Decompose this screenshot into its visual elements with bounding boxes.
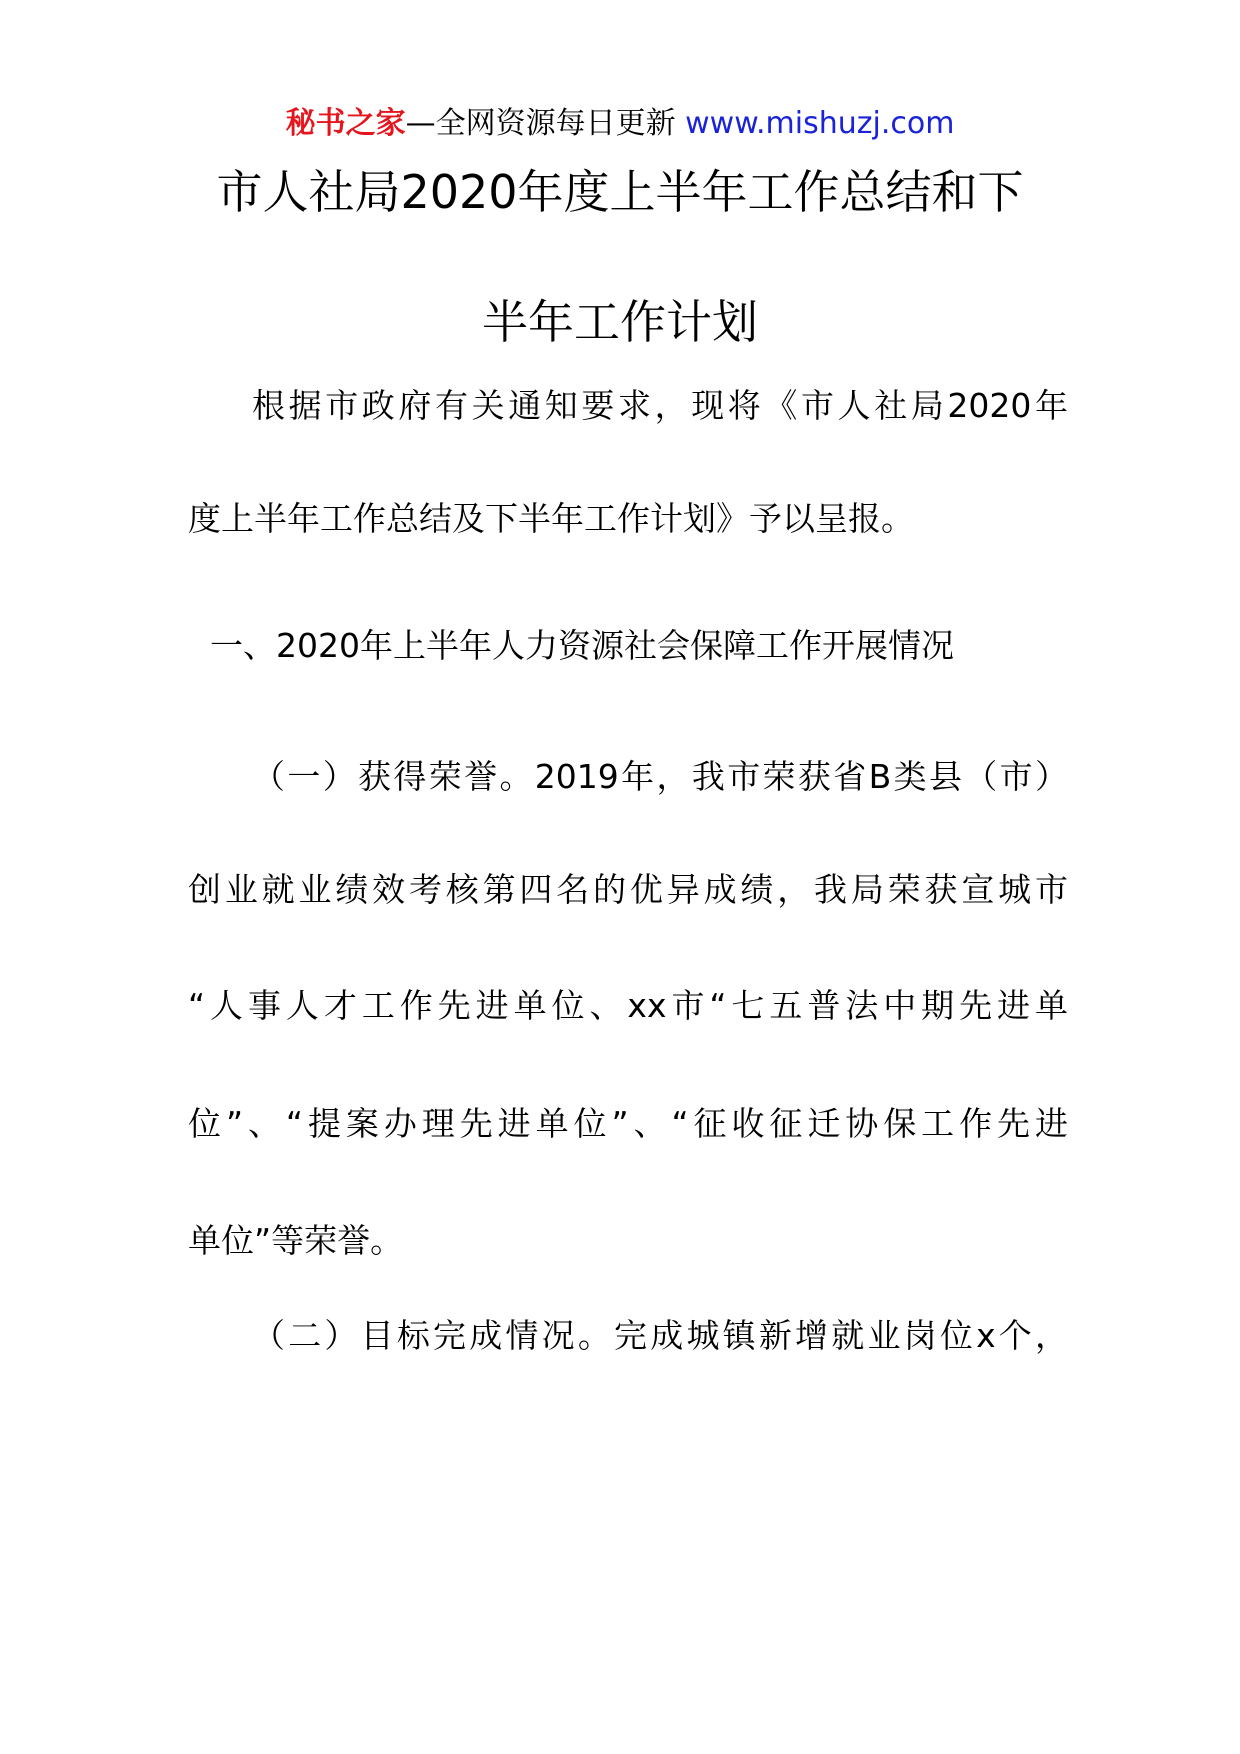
header-tagline: —全网资源每日更新 — [405, 106, 686, 141]
paragraph-line: 度上半年工作总结及下半年工作计划》予以呈报。 — [188, 499, 914, 538]
paragraph-line: “人事人才工作先进单位、xx市“七五普法中期先进单 — [188, 986, 1068, 1025]
site-header — [0, 104, 1240, 144]
paragraph-line: （二）目标完成情况。完成城镇新增就业岗位x个， — [252, 1316, 1068, 1355]
document-title-line-1: 市人社局2020年度上半年工作总结和下 — [216, 165, 1024, 219]
paragraph-line: 单位”等荣誉。 — [188, 1221, 404, 1260]
paragraph-line: 创业就业绩效考核第四名的优异成绩，我局荣获宣城市 — [188, 870, 1068, 909]
brand-name: 秘书之家 — [285, 106, 406, 141]
section-heading: 一、2020年上半年人力资源社会保障工作开展情况 — [210, 626, 954, 665]
paragraph-line: 根据市政府有关通知要求，现将《市人社局2020年 — [252, 386, 1068, 425]
site-url-link[interactable]: www.mishuzj.com — [685, 106, 955, 141]
paragraph-line: 位”、“提案办理先进单位”、“征收征迁协保工作先进 — [188, 1104, 1068, 1143]
paragraph-line: （一）获得荣誉。2019年，我市荣获省B类县（市） — [252, 757, 1068, 796]
document-title-line-2: 半年工作计划 — [482, 295, 758, 349]
